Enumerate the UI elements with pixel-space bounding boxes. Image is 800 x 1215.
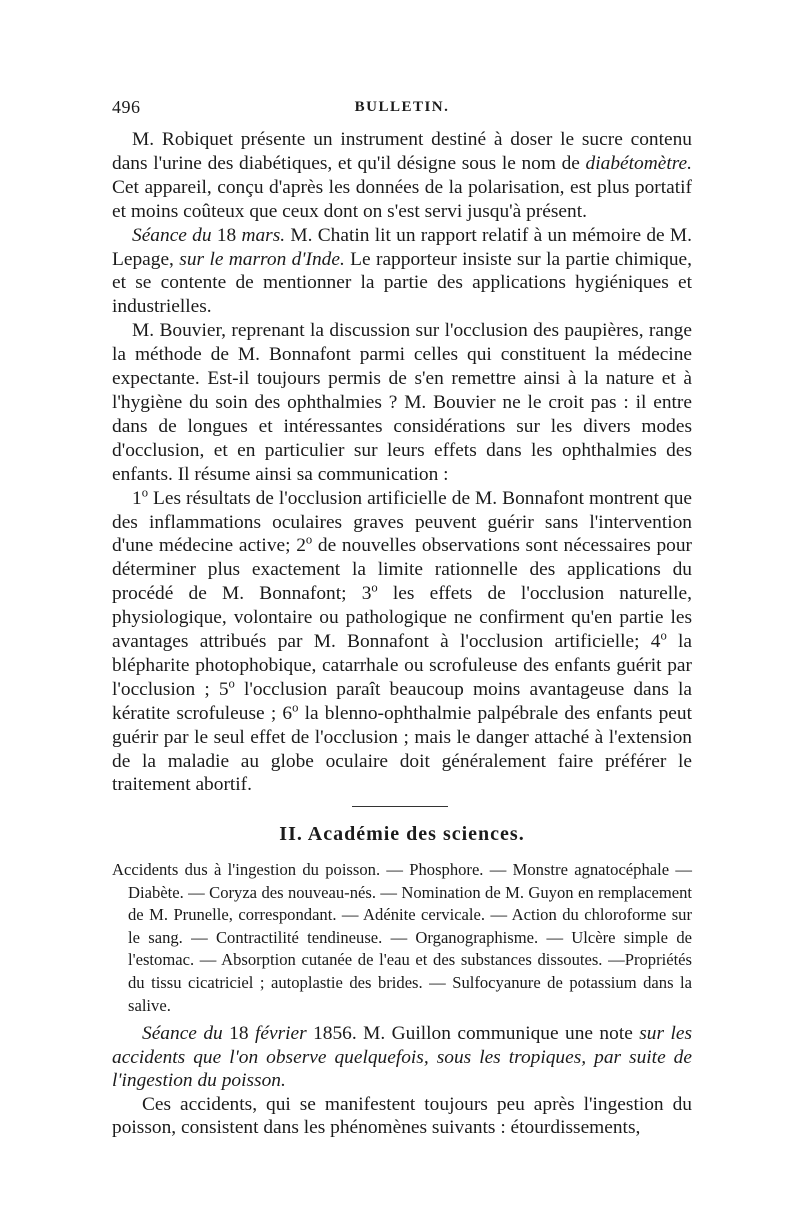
running-title: BULLETIN.: [354, 99, 450, 115]
paragraph-guillon: Séance du 18 février 1856. M. Guillon communique une note sur les accidents que l'on observe quelquefois, sous les tropiques, par suite de l'ingestion du poisson.: [112, 1023, 693, 1092]
seance-label: Séance du: [142, 1023, 223, 1044]
note-title: sur les accidents que l'on observe quelquefois, sous les tropiques, par suite de l'ingestion du poisson.: [112, 1023, 693, 1092]
paragraph-seance-18-mars: Séance du 18 mars. M. Chatin lit un rapport relatif à un mémoire de M. Lepage, sur le marron d'Inde. Le rapporteur insiste sur la partie chimique, et se contente de mentionner la partie des applications hygiéniques et industrielles.: [112, 224, 693, 318]
page-header: [112, 97, 692, 123]
section-heading: II. Académie des sciences.: [279, 823, 525, 845]
seance-label: Séance du: [132, 224, 212, 246]
page-number: 496: [112, 97, 141, 117]
paragraph-robiquet: M. Robiquet présente un instrument destiné à doser le sucre contenu dans l'urine des diabétiques, et qu'il désigne sous le nom de diabétomètre. Cet appareil, conçu d'après les données de la polarisation, est plus portatif et moins coûteux que ceux dont on s'est servi jusqu'à présent.: [112, 129, 692, 222]
summary-text: Accidents dus à l'ingestion du poisson. — Phosphore. — Monstre agnatocéphale — Diabète. — Coryza des nouveau-nés. — Nomination de M. Guyon en remplacement de M. Prunelle, correspondant. — Adénite cervicale. — Action du chloroforme sur le sang. — Contractilité tendineuse. — Organographisme. — Ulcère simple de l'estomac. — Absorption cutanée de l'eau et des substances dissoutes. —Propriétés du tissu cicatriciel ; autoplastie des brides. — Sulfocyanure de potassium dans la salive.: [112, 860, 692, 1015]
main-text: [112, 128, 692, 797]
seance-18-fevrier: [112, 1022, 692, 1140]
paragraph-bouvier: M. Bouvier, reprenant la discussion sur l'occlusion des paupières, range la méthode de M. Bonnafont parmi celles qui constituent la médecine expectante. Est-il toujours permis de s'en remettre ainsi à la nature et à l'hygiène du soin des ophthalmies ? M. Bouvier ne le croit pas : il entre dans de longues et intéressantes considérations sur les divers modes d'occlusion, et en particulier sur leurs effets dans les ophthalmies des enfants. Il résume ainsi sa communication :: [112, 320, 692, 485]
section-divider: [352, 806, 448, 807]
paragraph-conclusions: 1$^o$ Les résultats de l'occlusion artificielle de M. Bonnafont montrent que des inflammations oculaires graves peuvent guérir sans l'intervention d'une médecine active; 2$^o$ de nouvelles observations sont nécessaires pour déterminer plus exactement la limite rationnelle des applications du procédé de M. Bonnafont; 3$^o$ les effets de l'occlusion naturelle, physiologique, volontaire ou pathologique ne confirment qu'en partie les avantages attribués par M. Bonnafont à l'occlusion artificielle; 4$^o$ la blépharite photophobique, catarrhale ou scrofuleuse des enfants guérit par l'occlusion ; 5$^o$ l'occlusion paraît beaucoup moins avantageuse dans la kératite scrofuleuse ; 6$^o$ la blenno-ophthalmie palpébrale des enfants peut guérir par le seul effet de l'occlusion ; mais le danger attaché à l'extension de la maladie au globe oculaire doit généralement faire préférer le traitement abortif.: [112, 485, 693, 796]
section-summary: [112, 859, 692, 1017]
term-diabetometre: diabétomètre.: [585, 152, 692, 174]
paragraph-accidents: Ces accidents, qui se manifestent toujours peu après l'ingestion du poisson, consistent dans les phénomènes suivants : étourdissements,: [112, 1093, 692, 1139]
memoir-title: sur le marron d'Inde.: [179, 248, 345, 270]
